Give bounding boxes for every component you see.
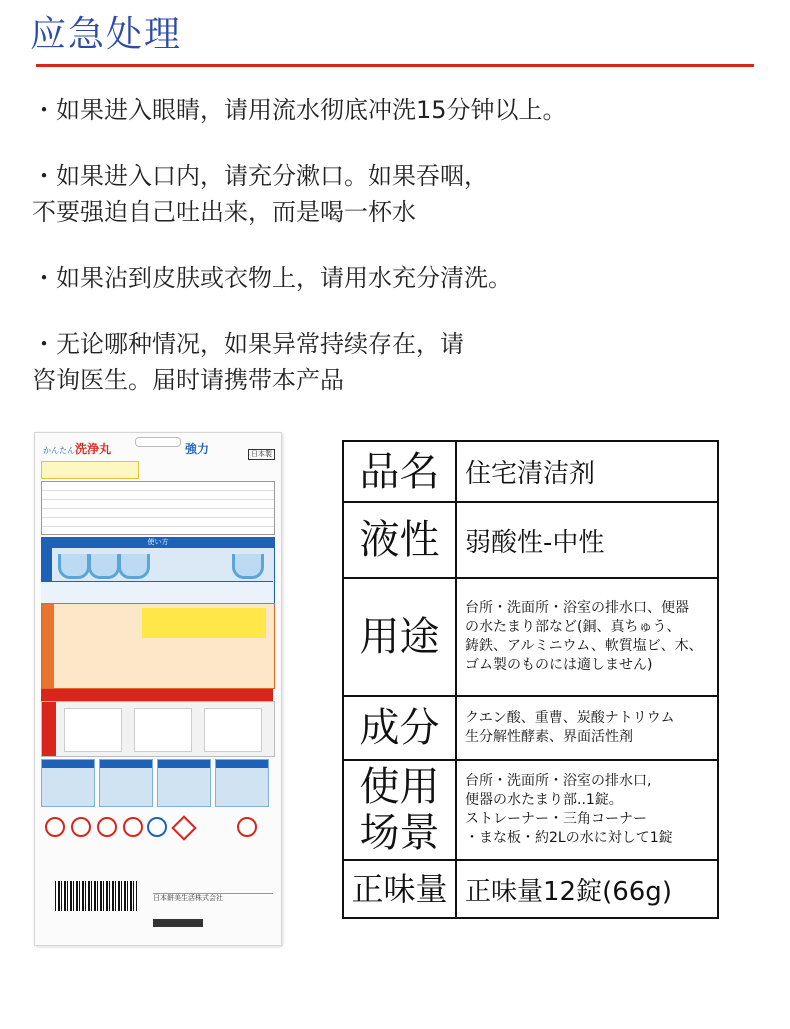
toilet-icon xyxy=(232,554,264,579)
spec-value: 正味量12錠(66g) xyxy=(456,860,718,918)
spec-row-usage xyxy=(343,578,718,696)
brand-name: 洗浄丸 xyxy=(75,442,112,456)
drain-pipe-icon xyxy=(88,554,120,579)
instruction-line: ・如果沾到皮肤或衣物上，请用水充分清洗。 xyxy=(32,264,512,292)
spec-row-name xyxy=(343,441,718,502)
product-package-image xyxy=(34,432,282,946)
spec-label xyxy=(343,760,456,860)
spec-label: 液性 xyxy=(343,502,456,578)
brand-prefix: かんたん xyxy=(43,446,75,455)
usage-photos xyxy=(41,759,273,805)
spec-value-line: の水たまり部など(銅、真ちゅう、 xyxy=(465,619,681,635)
spec-label: 用途 xyxy=(343,578,456,696)
spec-value-line: 台所・洗面所・浴室の排水口、便器 xyxy=(465,600,689,616)
package-opening-steps xyxy=(41,701,275,757)
package-brand xyxy=(43,442,112,456)
spec-label-line: 使用 xyxy=(359,764,440,810)
opening-sidebar xyxy=(42,702,56,756)
spec-row-ph xyxy=(343,502,718,578)
spec-value-line: クエン酸、重曹、炭酸ナトリウム xyxy=(465,710,675,726)
instruction-line: ・无论哪种情况，如果异常持续存在，请 xyxy=(32,330,464,358)
spec-row-scenario xyxy=(343,760,718,860)
mixing-warning-icon xyxy=(97,817,117,837)
package-note-box xyxy=(41,461,139,479)
safety-icons xyxy=(41,817,273,865)
spec-value xyxy=(456,696,718,760)
instruction-line: 咨询医生。届时请携带本产品 xyxy=(32,366,344,394)
ghs-hazard-icon xyxy=(171,815,196,840)
opening-step-image xyxy=(64,708,122,752)
instruction-skin xyxy=(32,260,762,296)
instruction-eyes xyxy=(32,92,762,128)
made-in-badge: 日本製 xyxy=(248,449,275,460)
opening-step-image xyxy=(204,708,262,752)
spec-value-line: 生分解性酵素、界面活性剤 xyxy=(465,729,633,745)
hand-warning-icon xyxy=(123,817,143,837)
instruction-line: ・如果进入口内，请充分漱口。如果吞咽， xyxy=(32,162,488,190)
manufacturer-label: 日本餅美生活株式会社 xyxy=(153,893,273,914)
page-title: 应急处理 xyxy=(30,14,183,55)
recycle-icon xyxy=(147,817,167,837)
warning-sidebar xyxy=(42,604,54,688)
emergency-instructions xyxy=(32,92,762,428)
spec-label: 成分 xyxy=(343,696,456,760)
drain-pipe-icon xyxy=(58,554,90,579)
eye-warning-icon xyxy=(71,817,91,837)
spec-label-line: 场景 xyxy=(359,810,440,856)
spec-value-line: ストレーナー・三角コーナー xyxy=(465,811,647,827)
product-spec-table xyxy=(342,440,719,919)
instruction-line: ・如果进入眼睛，请用流水彻底冲洗15分钟以上。 xyxy=(32,96,567,124)
instruction-mouth xyxy=(32,158,762,230)
package-usage-row xyxy=(41,581,273,604)
spec-label: 品名 xyxy=(343,441,456,502)
instruction-line: 不要强迫自己吐出来，而是喝一杯水 xyxy=(32,198,416,226)
spec-value-line: ゴム製のものには適しません) xyxy=(465,657,653,673)
no-ingest-icon xyxy=(237,817,257,837)
usage-header: 使い方 xyxy=(42,538,274,548)
barcode xyxy=(55,881,137,911)
spec-value xyxy=(456,578,718,696)
package-spec-table xyxy=(41,481,275,535)
spec-value: 弱酸性-中性 xyxy=(456,502,718,578)
spec-label: 正味量 xyxy=(343,860,456,918)
package-caution-banner xyxy=(41,689,273,701)
spec-value: 住宅清洁剂 xyxy=(456,441,718,502)
contact-label xyxy=(153,919,203,927)
package-type: 強力 xyxy=(185,442,210,456)
package-warning-section xyxy=(41,603,275,689)
spec-row-net-weight xyxy=(343,860,718,918)
spec-value-line: 台所・洗面所・浴室の排水口, xyxy=(465,773,652,789)
spec-row-ingredients xyxy=(343,696,718,760)
warning-highlight xyxy=(142,608,266,638)
hang-hole xyxy=(135,437,181,447)
title-divider xyxy=(36,64,754,67)
spec-value-line: ・まな板・約2Lの水に対して1錠 xyxy=(465,830,673,846)
spec-value-line: 鋳鉄、アルミニウム、軟質塩ビ、木、 xyxy=(465,638,703,654)
instruction-doctor xyxy=(32,326,762,398)
child-warning-icon xyxy=(45,817,65,837)
drain-pipe-icon xyxy=(118,554,150,579)
spec-value xyxy=(456,760,718,860)
opening-step-image xyxy=(134,708,192,752)
spec-value-line: 便器の水たまり部..1錠。 xyxy=(465,792,623,808)
